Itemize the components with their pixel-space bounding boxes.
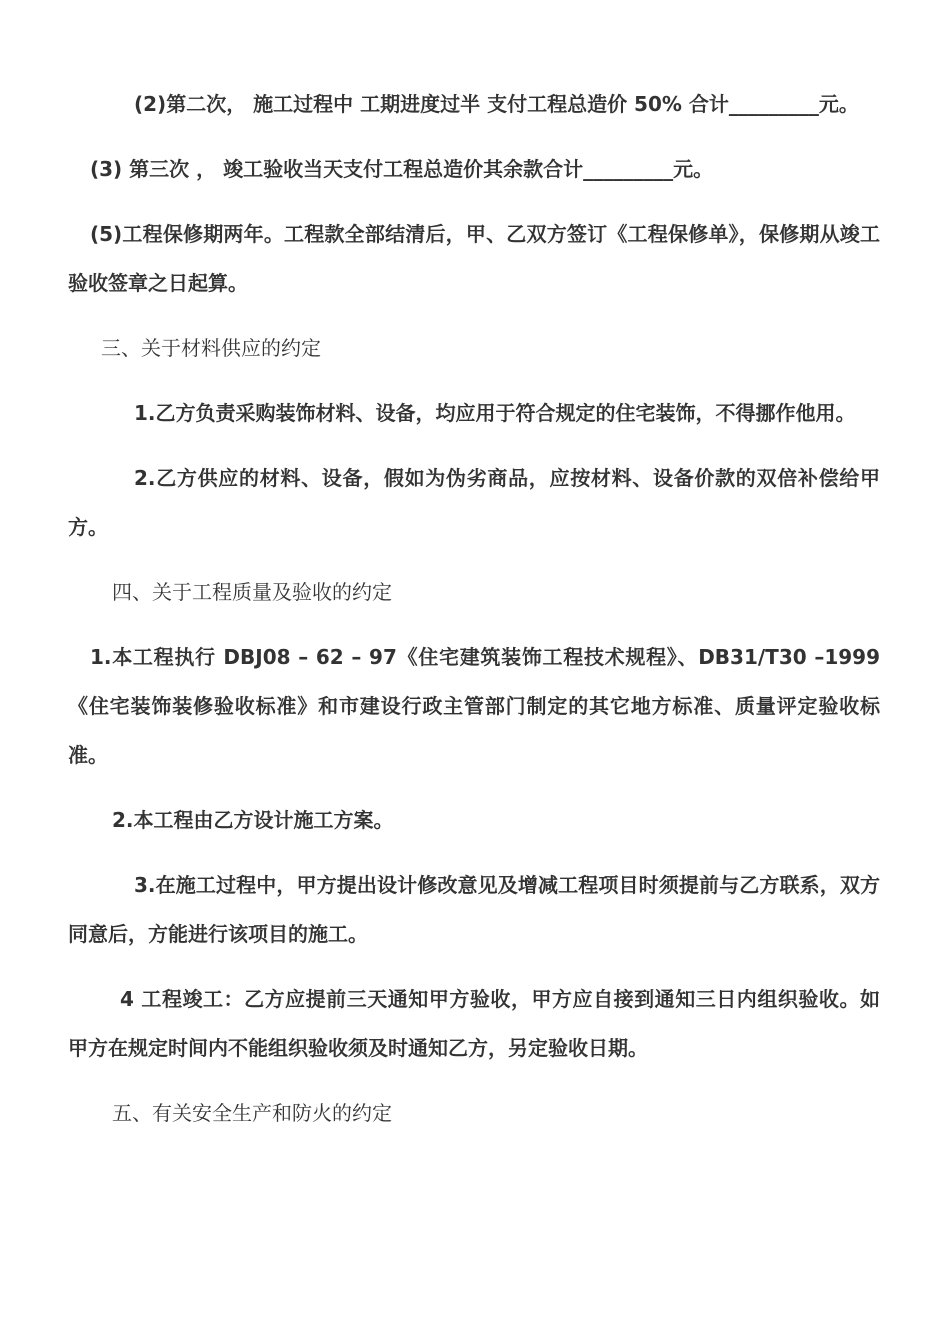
- material-clause-1: 1.乙方负责采购装饰材料、设备，均应用于符合规定的住宅装饰，不得挪作他用。: [134, 401, 856, 425]
- warranty-paragraph: (5)工程保修期两年。工程款全部结清后，甲、乙双方签订《工程保修单》，保修期从竣工验收签章之日起算。: [68, 222, 880, 295]
- section-4-heading: 四、关于工程质量及验收的约定: [112, 580, 392, 604]
- section-5-heading: 五、有关安全生产和防火的约定: [112, 1101, 392, 1125]
- material-clause-2: 2.乙方供应的材料、设备，假如为伪劣商品，应按材料、设备价款的双倍补偿给甲方。: [68, 466, 880, 539]
- section-3-heading: 三、关于材料供应的约定: [101, 336, 321, 360]
- quality-clause-2: 2.本工程由乙方设计施工方案。: [112, 808, 394, 832]
- payment-second-paragraph: (2)第二次， 施工过程中 工期进度过半 支付工程总造价 50% 合计_________元。: [134, 92, 859, 116]
- document-page: [68, 80, 880, 1138]
- payment-third-paragraph: (3) 第三次 ， 竣工验收当天支付工程总造价其余款合计_________元。: [90, 157, 714, 181]
- quality-clause-3: 3.在施工过程中，甲方提出设计修改意见及增减工程项目时须提前与乙方联系，双方同意后，方能进行该项目的施工。: [68, 873, 880, 946]
- quality-clause-1: 1.本工程执行 DBJ08 – 62 – 97《住宅建筑装饰工程技术规程》、DB31/T30 –1999《住宅装饰装修验收标准》和市建设行政主管部门制定的其它地方标准、质量评定验收标准。: [68, 645, 880, 767]
- quality-clause-4: 4 工程竣工：乙方应提前三天通知甲方验收，甲方应自接到通知三日内组织验收。如甲方在规定时间内不能组织验收须及时通知乙方，另定验收日期。: [68, 987, 880, 1060]
